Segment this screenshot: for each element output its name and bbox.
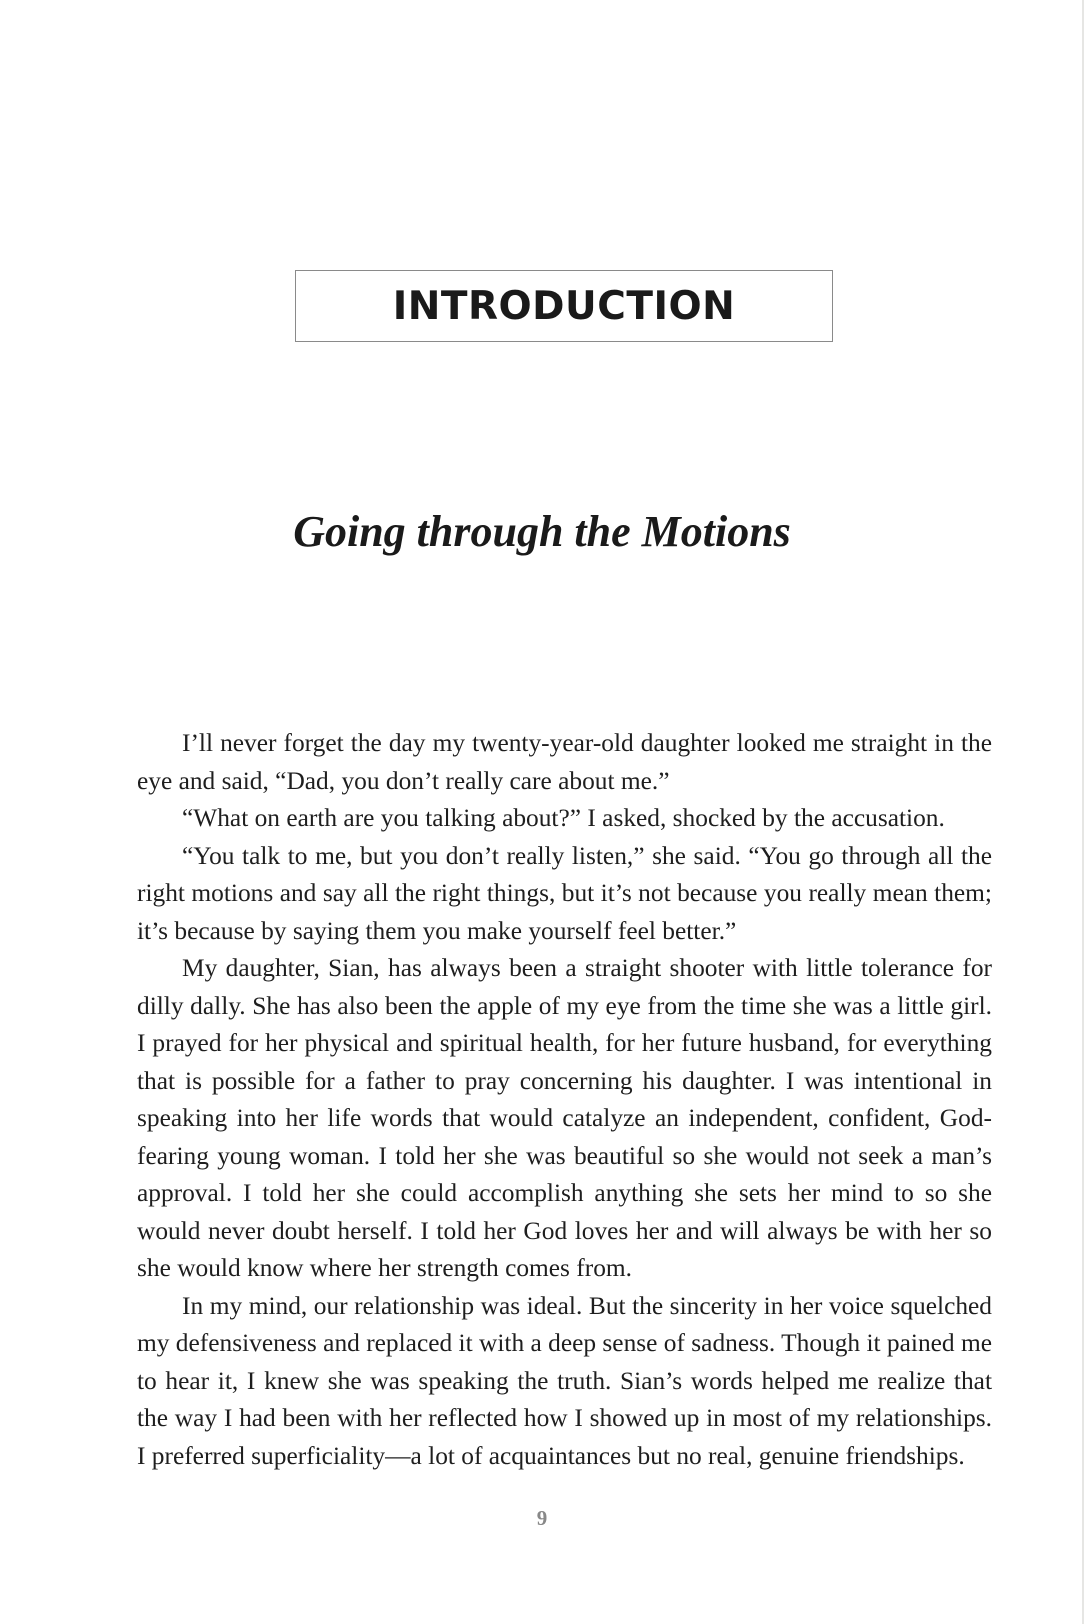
paragraph: I’ll never forget the day my twenty-year-old daughter looked me straight in the eye and said, “Dad, you don’t really care about me.”	[137, 729, 992, 795]
chapter-title: Going through the Motions	[293, 507, 791, 556]
page-number: 9	[536, 1506, 548, 1530]
paragraph: In my mind, our relationship was ideal. But the sincerity in her voice squelched my defensiveness and replaced it with a deep sense of sadness. Though it pained me to hear it, I knew she was speaking the truth. Sian’s words helped me realize that the way I had been with her reflected how I showed up in most of my relationships. I preferred superficiality—a lot of acquaintances but no real, genuine friendships.	[137, 1291, 992, 1470]
chapter-heading: INTRODUCTION	[392, 283, 736, 329]
paragraph: “You talk to me, but you don’t really listen,” she said. “You go through all the right motions and say all the right things, but it’s not because you really mean them; it’s because by saying them you make yourself feel better.”	[137, 841, 992, 945]
paragraph: “What on earth are you talking about?” I asked, shocked by the accusation.	[182, 804, 945, 832]
body-text	[137, 725, 992, 1475]
chapter-heading-box	[295, 270, 833, 342]
paragraph: My daughter, Sian, has always been a straight shooter with little tolerance for dilly dally. She has also been the apple of my eye from the time she was a little girl. I prayed for her physical and spiritual health, for her future husband, for everything that is possible for a father to pray concerning his daughter. I was intentional in speaking into her life words that would catalyze an independent, confident, God-fearing young woman. I told her she was beautiful so she would not seek a man’s approval. I told her she could accomplish anything she sets her mind to so she would never doubt herself. I told her God loves her and will always be with her so she would know where her strength comes from.	[137, 954, 992, 1282]
